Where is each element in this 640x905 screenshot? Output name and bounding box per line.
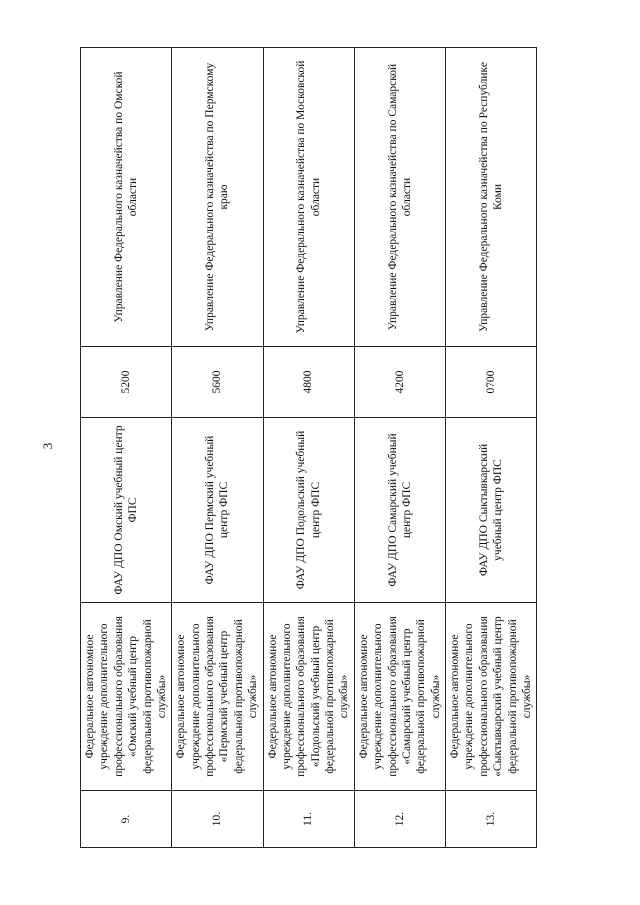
row-number: 10. xyxy=(172,791,263,848)
institution-code: 4800 xyxy=(263,347,354,418)
institution-short-name: ФАУ ДПО Сыктывкарский учебный центр ФПС xyxy=(446,418,537,603)
treasury-office: Управление Федерального казначейства по Самарской области xyxy=(354,48,445,347)
institution-full-name: Федеральное автономное учреждение дополнительного профессионального образования «Сыктывкарский учебный центр федеральной противопожарной службы» xyxy=(446,603,537,791)
institution-short-name: ФАУ ДПО Самарский учебный центр ФПС xyxy=(354,418,445,603)
institution-code: 5200 xyxy=(81,347,172,418)
row-number: 9. xyxy=(81,791,172,848)
institution-full-name: Федеральное автономное учреждение дополнительного профессионального образования «Подольский учебный центр федеральной противопожарной службы» xyxy=(263,603,354,791)
row-number: 13. xyxy=(446,791,537,848)
institution-full-name: Федеральное автономное учреждение дополнительного профессионального образования «Омский учебный центр федеральной противопожарной службы» xyxy=(81,603,172,791)
institution-short-name: ФАУ ДПО Омский учебный центр ФПС xyxy=(81,418,172,603)
row-number: 11. xyxy=(263,791,354,848)
treasury-office: Управление Федерального казначейства по Республике Коми xyxy=(446,48,537,347)
table-row xyxy=(81,48,172,848)
institution-short-name: ФАУ ДПО Подольский учебный центр ФПС xyxy=(263,418,354,603)
institutions-table xyxy=(80,47,537,848)
page-number: 3 xyxy=(40,442,55,450)
institution-code: 0700 xyxy=(446,347,537,418)
row-number: 12. xyxy=(354,791,445,848)
institution-code: 4200 xyxy=(354,347,445,418)
treasury-office: Управление Федерального казначейства по Пермскому краю xyxy=(172,48,263,347)
table-row xyxy=(354,48,445,848)
institution-full-name: Федеральное автономное учреждение дополнительного профессионального образования «Самарский учебный центр федеральной противопожарной службы» xyxy=(354,603,445,791)
table-row xyxy=(446,48,537,848)
table-row xyxy=(263,48,354,848)
institution-full-name: Федеральное автономное учреждение дополнительного профессионального образования «Пермский учебный центр федеральной противопожарной службы» xyxy=(172,603,263,791)
treasury-office: Управление Федерального казначейства по Московской области xyxy=(263,48,354,347)
table-row xyxy=(172,48,263,848)
institution-code: 5600 xyxy=(172,347,263,418)
institution-short-name: ФАУ ДПО Пермский учебный центр ФПС xyxy=(172,418,263,603)
treasury-office: Управление Федерального казначейства по Омской области xyxy=(81,48,172,347)
document-table-area xyxy=(80,48,533,848)
